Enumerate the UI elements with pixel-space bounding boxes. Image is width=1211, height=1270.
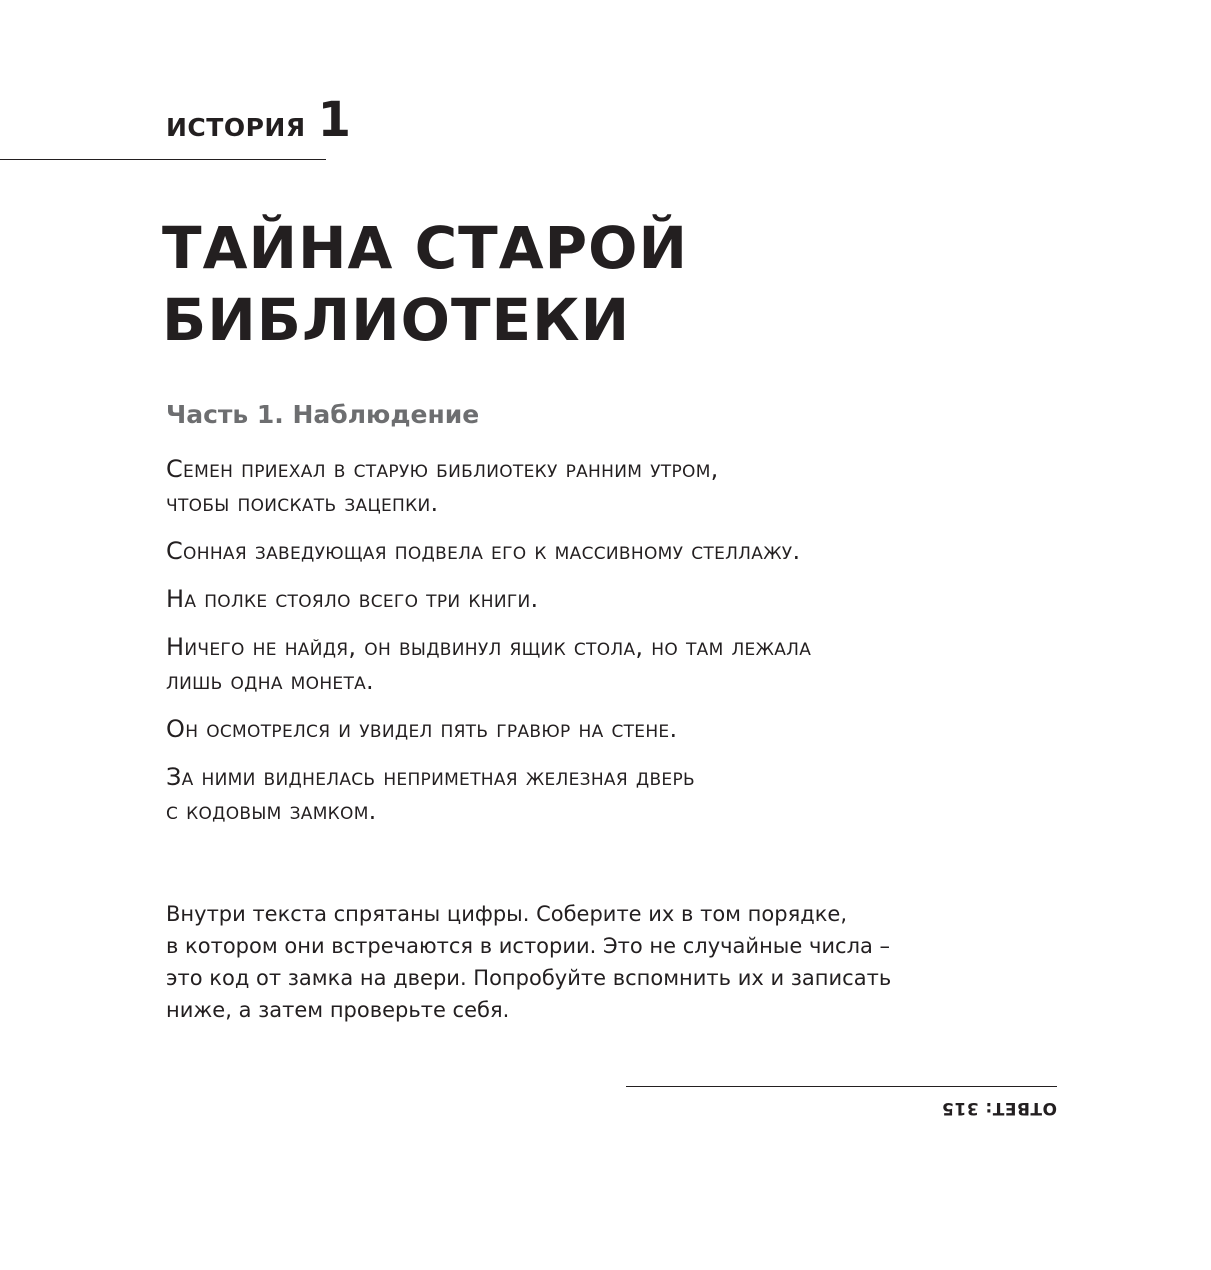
story-line: чтобы поискать зацепки.: [166, 489, 439, 517]
header-divider: [0, 159, 326, 160]
story-line: На полке стояло всего три книги.: [166, 585, 539, 613]
answer-upside-down: ОТВЕТ: 315: [941, 1098, 1057, 1118]
story-line: Ничего не найдя, он выдвинул ящик стола, но там лежала: [166, 633, 812, 661]
story-paragraph: [166, 452, 1046, 520]
story-number: 1: [317, 92, 351, 148]
part-heading: Часть 1. Наблюдение: [166, 400, 480, 429]
chapter-title-line: БИБЛИОТЕКИ: [162, 286, 631, 354]
task-instructions: [166, 898, 1026, 1026]
chapter-title: [162, 212, 862, 356]
story-paragraph: [166, 630, 1046, 698]
story-body: [166, 452, 1046, 842]
task-line: в котором они встречаются в истории. Это не случайные числа –: [166, 934, 891, 958]
answer-line: [626, 1086, 1057, 1087]
task-line: Внутри текста спрятаны цифры. Соберите их в том порядке,: [166, 902, 848, 926]
story-line: Семен приехал в старую библиотеку ранним утром,: [166, 455, 719, 483]
story-line: лишь одна монета.: [166, 667, 374, 695]
story-paragraph: [166, 712, 1046, 746]
story-paragraph: [166, 582, 1046, 616]
story-paragraph: [166, 534, 1046, 568]
story-line: с кодовым замком.: [166, 797, 377, 825]
task-line: это код от замка на двери. Попробуйте вспомнить их и записать: [166, 966, 892, 990]
chapter-title-line: ТАЙНА СТАРОЙ: [162, 214, 688, 282]
task-line: ниже, а затем проверьте себя.: [166, 998, 510, 1022]
story-line: За ними виднелась неприметная железная дверь: [166, 763, 695, 791]
story-line: Он осмотрелся и увидел пять гравюр на стене.: [166, 715, 678, 743]
story-line: Сонная заведующая подвела его к массивному стеллажу.: [166, 537, 801, 565]
story-paragraph: [166, 760, 1046, 828]
story-label: ИСТОРИЯ: [166, 113, 306, 142]
story-header: [166, 92, 351, 148]
